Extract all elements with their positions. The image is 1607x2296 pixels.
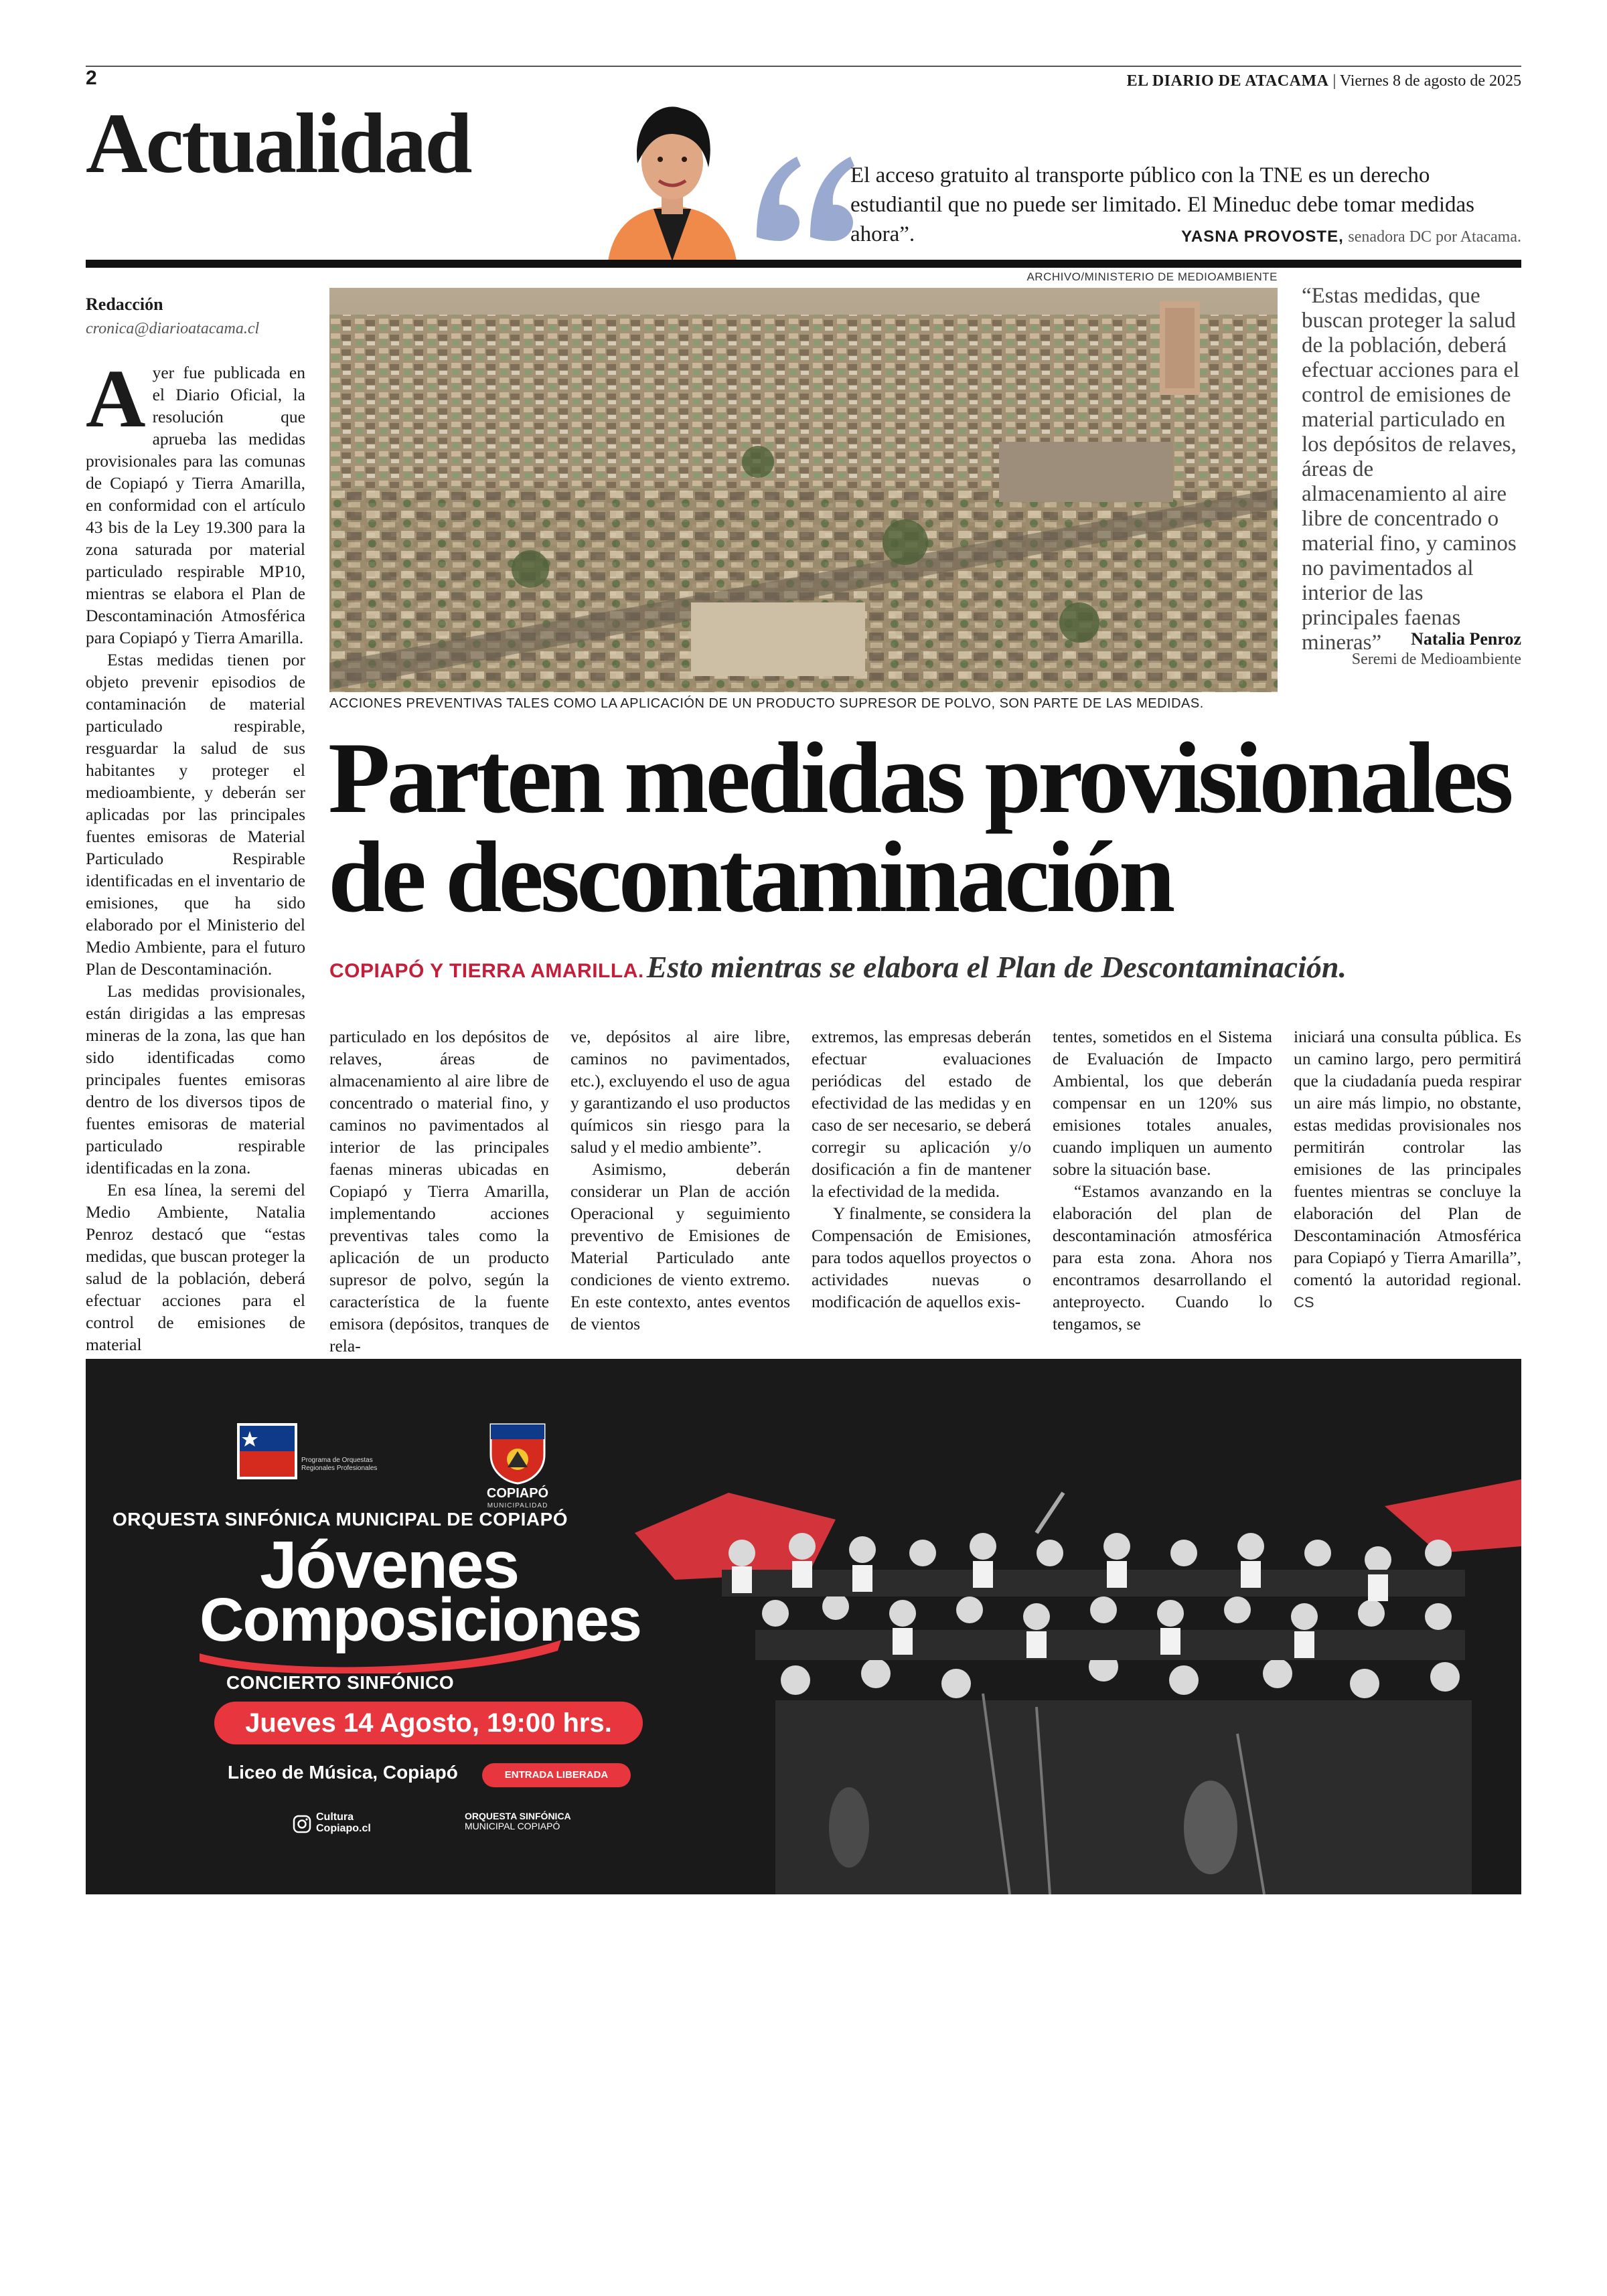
article-column-1 [86,353,305,1354]
article-column-4 [812,1026,1031,1313]
section-rule [86,260,1521,268]
pull-quote-name: Natalia Penroz [1411,629,1521,649]
instagram-icon [292,1814,312,1834]
municipality-label: MUNICIPALIDAD [487,1502,548,1509]
drop-cap: A [86,353,146,444]
photo-caption: ACCIONES PREVENTIVAS TALES COMO LA APLICACIÓN DE UN PRODUCTO SUPRESOR DE POLVO, SON PARTE DE LAS MEDIDAS. [329,696,1204,711]
article-paragraph: Las medidas provisionales, están dirigidas a las empresas mineras de la zona, las que han sido identificadas como principales fuentes emisoras dentro de los diversos tipos de fuentes emisoras de material particulado respirable identificadas en la zona. [86,981,305,1177]
top-rule [86,66,1521,67]
senator-portrait [595,94,750,261]
end-mark: CS [1294,1294,1314,1311]
article-paragraph: Asimismo, deberán considerar un Plan de acción Operacional y seguimiento preventivo de Emisiones de Material Particulado ante condiciones de viento extremo. En este contexto, antes eventos de vientos [570,1159,790,1333]
ad-title-line1: Jóvenes [260,1528,519,1603]
ad-title-line2: Composiciones [200,1586,641,1654]
article-paragraph: “Estamos avanzando en la elaboración del plan de descontaminación atmosférica para esta zona. Ahora nos encontramos desarrollando el anteproyecto. Cuando lo tengamos, se [1053,1181,1272,1333]
article-paragraph: ve, depósitos al aire libre, caminos no pavimentados, etc.), excluyendo el uso de agua y garantizando el uso productos químicos sin riesgo para la salud y el medio ambiente”. [570,1027,790,1157]
copiapo-crest-icon [481,1418,554,1485]
issue-date: Viernes 8 de agosto de 2025 [1339,72,1521,90]
article-kicker: COPIAPÓ Y TIERRA AMARILLA. [329,960,644,982]
quote-mark-icon [743,143,857,244]
pull-quote-role: Seremi de Medioambiente [1351,651,1521,668]
government-program-text: Programa de Orquestas Regionales Profesionales [301,1457,378,1472]
top-quote-role: senadora DC por Atacama. [1348,228,1521,246]
article-paragraph: Estas medidas tienen por objeto prevenir episodios de contaminación de material particulado respirable, resguardar la salud de sus habitantes y proteger el medioambiente, y deberán ser aplicadas por las principales fuentes emisoras de Material Particulado Respirable identificadas en el inventario de emisiones, que ha sido elaborado por el Ministerio del Medio Ambiente, para el futuro Plan de Descontaminación. [86,650,305,979]
top-quote-attribution [1181,228,1521,246]
municipality-name: COPIAPÓ [486,1486,549,1501]
ad-subtitle: CONCIERTO SINFÓNICO [226,1672,455,1693]
article-dek: Esto mientras se elabora el Plan de Descontaminación. [646,950,1347,984]
top-quote-author: YASNA PROVOSTE, [1181,228,1344,246]
article-paragraph: En esa línea, la seremi del Medio Ambiente, Natalia Penroz destacó que “estas medidas, que buscan proteger la salud de la población, deberá efectuar acciones para el control de emisiones de material [86,1180,305,1354]
article-column-3 [570,1026,790,1335]
paper-name: EL DIARIO DE ATACAMA [1126,72,1329,90]
article-column-2 [329,1026,549,1357]
article-column-5 [1053,1026,1272,1335]
masthead [1127,72,1521,90]
article-paragraph: particulado en los depósitos de relaves, áreas de almacenamiento al aire libre de concentrado o material fino, y caminos no pavimentados al interior de las principales faenas mineras ubicadas en Copiapó y Tierra Amarilla, implementando acciones preventivas tales como la aplicación de un producto supresor de polvo, según la característica de la fuente emisora (depósitos, tranques de rela- [329,1027,549,1356]
orchestra-photo [635,1453,1521,1894]
pull-quote-text: “Estas medidas, que buscan proteger la salud de la población, deberá efectuar acciones para el control de emisiones de material particulado en los depósitos de relaves, áreas de almacenamiento al aire libre de concentrado o material fino, y caminos no pavimentados al interior de las principales faenas mineras” [1302,284,1520,655]
article-paragraph: iniciará una consulta pública. Es un camino largo, pero permitirá que la ciudadanía pueda respirar un aire más limpio, no obstante, estas medidas provisionales nos permitirán controlar las emisiones de las principales fuentes mientras se concluye la elaboración del Plan de Descontaminación Atmosférica para Copiapó y Tierra Amarilla”, comentó la autoridad regional. CS [1294,1027,1521,1311]
article-subhead [329,949,1528,985]
article-paragraph: Ayer fue publicada en el Diario Oficial, la resolución que aprueba las medidas provisionales para las comunas de Copiapó y Tierra Amarilla, en conformidad con el artículo 43 bis de la Ley 19.300 para la zona saturada por material particulado respirable MP10, mientras se elabora el Plan de Descontaminación Atmosférica para Copiapó y Tierra Amarilla. [86,353,305,647]
byline-email[interactable]: cronica@diarioatacama.cl [86,320,260,337]
government-logo-icon [237,1423,297,1479]
orchestra-name: ORQUESTA SINFÓNICA MUNICIPAL DE COPIAPÓ [112,1509,568,1530]
orchestra-footer-logo: ORQUESTA SINFÓNICA MUNICIPAL COPIAPÓ [465,1811,571,1831]
top-quote-text: El acceso gratuito al transporte público con la TNE es un derecho estudiantil que no puede ser limitado. El Mineduc debe tomar medidas ahora”. [850,163,1475,246]
ad-venue: Liceo de Música, Copiapó [228,1762,458,1783]
masthead-divider: | [1332,72,1340,90]
article-paragraph: extremos, las empresas deberán efectuar evaluaciones periódicas del estado de efectividad de las medidas y en caso de ser necesario, se deberá corregir su aplicación y/o dosificación a fin de mantener la efectividad de la medida. [812,1027,1031,1201]
article-column-6 [1294,1026,1521,1313]
article-paragraph: Y finalmente, se considera la Compensación de Emisiones, para todos aquellos proyectos o actividades nuevas o modificación de aquellos exis- [812,1204,1031,1311]
free-entry-badge: ENTRADA LIBERADA [482,1763,631,1787]
article-paragraph: tentes, sometidos en el Sistema de Evaluación de Impacto Ambiental, los que deberán compensar en un 120% sus emisiones totales anuales, cuando impliquen un aumento sobre la situación base. [1053,1027,1272,1179]
concert-advertisement[interactable] [86,1359,1521,1894]
ad-date-badge: Jueves 14 Agosto, 19:00 hrs. [214,1702,643,1744]
photo-credit: ARCHIVO/MINISTERIO DE MEDIOAMBIENTE [1026,270,1278,283]
social-handle[interactable]: Cultura Copiapo.cl [316,1811,371,1834]
byline-author: Redacción [86,295,163,314]
city-aerial-photo [329,288,1278,692]
section-title: Actualidad [86,96,471,191]
page-number: 2 [86,67,97,89]
article-headline: Parten medidas provisionales de descontaminación [328,722,1511,933]
